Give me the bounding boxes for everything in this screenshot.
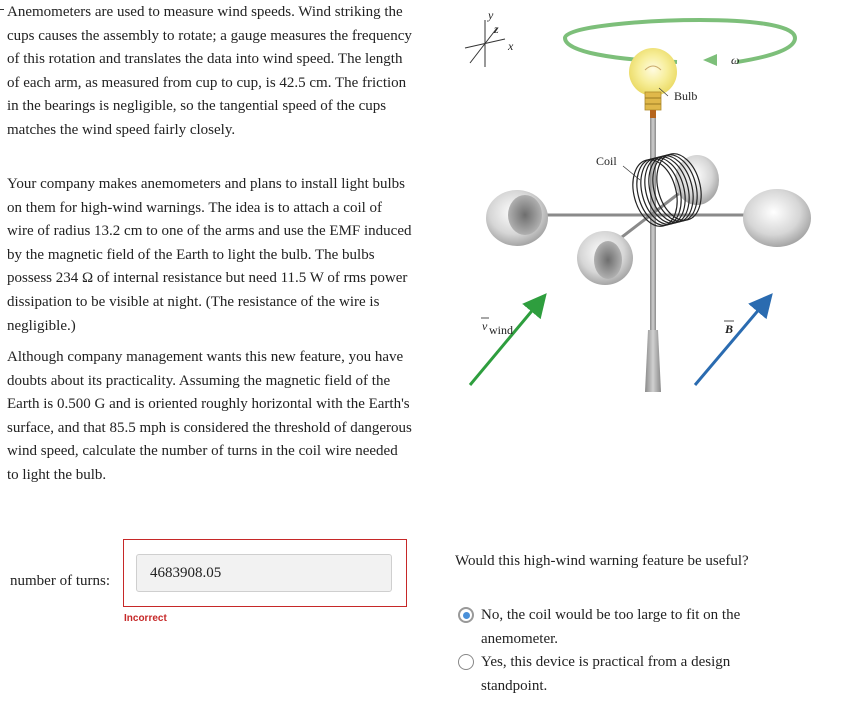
axis-y-label: y [488,8,494,22]
answer-label: number of turns: [10,573,110,589]
axis-x-label: x [508,39,514,53]
answer-box [123,539,407,607]
bulb-label: Bulb [674,89,698,103]
radio-unselected-icon[interactable] [458,654,474,670]
mast-base [645,330,661,392]
left-edge-marker [0,9,4,10]
option-no-too-large[interactable] [458,604,761,651]
omega-label: ω [731,53,740,67]
question-text: Would this high-wind warning feature be useful? [455,553,749,569]
option-yes-practical[interactable] [458,651,761,698]
problem-paragraph-1: Anemometers are used to measure wind speeds. Wind striking the cups causes the assembly to rotate; a gauge measures the frequency of this rotation and translates the data into wind speed. The length of each arm, as measured from cup to cup, is 42.5 cm. The friction in the bearings is negligible, so the tangential speed of the cups matches the wind speed fairly closely. [7,4,412,138]
option-label: No, the coil would be too large to fit on the anemometer. [481,607,741,647]
radio-selected-icon[interactable] [458,607,474,623]
magnetic-field-arrow [695,300,767,385]
wind-label: v [482,319,488,333]
axis-triad [465,8,514,67]
wind-velocity-arrow [470,300,541,385]
option-label: Yes, this device is practical from a design standpoint. [481,654,731,694]
cup-right [743,189,811,247]
number-of-turns-input[interactable]: 4683908.05 [136,554,392,592]
light-bulb-icon [629,48,677,118]
rotation-arrow [565,20,795,67]
axis-z-label: z [494,22,499,36]
incorrect-status: Incorrect [124,613,167,624]
cup-bottom [577,231,633,285]
wind-subscript: wind [489,323,513,337]
field-label: B [725,322,734,336]
coil-label: Coil [596,154,617,168]
anemometer-figure [455,0,848,400]
problem-paragraph-2: Your company makes anemometers and plans to install light bulbs on them for high-wind warnings. The idea is to attach a coil of wire of radius 13.2 cm to one of the arms and use the EMF induced by the magnetic field of the Earth to light the bulb. The bulbs possess 234 Ω of internal resistance but need 11.5 W of rms power dissipation to be visible at night. (The resistance of the wire is negligible.) [7,176,412,334]
cup-left [486,190,548,246]
problem-paragraph-3: Although company management wants this new feature, you have doubts about its practicality. Assuming the magnetic field of the Earth is 0.500 G and is oriented roughly horizontal with the Earth's surface, and that 85.5 mph is considered the threshold of dangerous wind speed, calculate the number of turns in the coil wire needed to light the bulb. [7,349,412,483]
